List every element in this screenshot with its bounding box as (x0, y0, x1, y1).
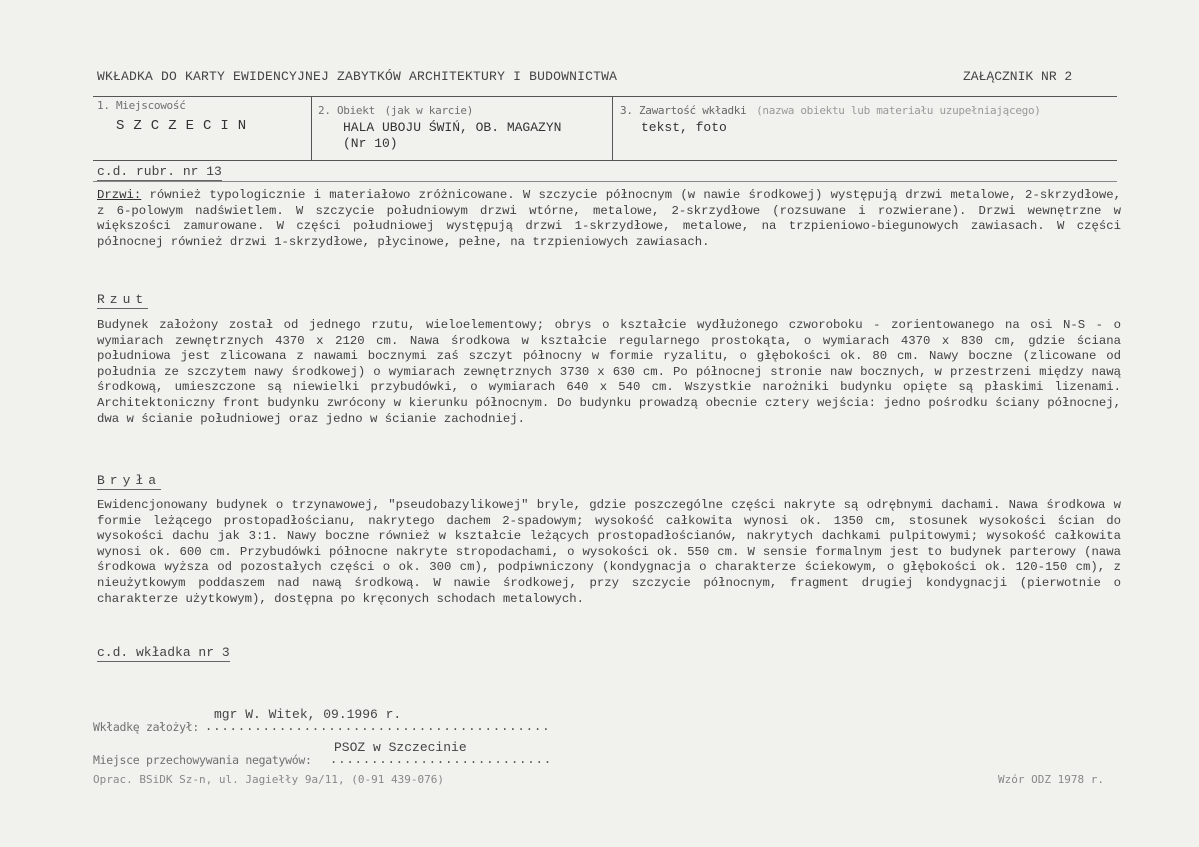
continuation-heading-bottom: c.d. wkładka nr 3 (97, 645, 230, 660)
contents-label: 3. Zawartość wkładki (620, 104, 747, 117)
doors-lead: Drzwi: (97, 188, 142, 202)
author-dots: .......................................... (205, 719, 551, 733)
plan-paragraph: Budynek założony został od jednego rzutu, wieloelementowy; obrys o kształcie wydłużonego czworoboku - zorientowanego na osi N-S - o wymiarach zewnętrznych 4370 x 2120 cm. Nawa środkowa w kształcie regularnego prostokąta, o wymiarach 4370 x 830 cm, gdzie ściana południowa jest zlicowana z nawami bocznymi zaś szczyt północny w formie ryzalitu, o głębokości ok. 80 cm. Nawy boczne (zlicowane od południa ze szczytem nawy środkowej) o wymiarach zewnętrznych 3730 x 630 cm. Po północnej stronie naw bocznych, w przestrzeni między nawą środkową, umieszczone są niewielki przybudówki, o wymiarach 640 x 540 cm. Wszystkie narożniki budynku opięte są płaskimi lizenami. Architektoniczny front budynku zwrócony w kierunku północnym. Do budynku prowadzą obecnie cztery wejścia: jedno pośrodku ściany północnej, dwa w ścianie południowej oraz jedno w ścianie zachodniej. (97, 318, 1121, 426)
object-value-line1: HALA UBOJU ŚWIŃ, OB. MAGAZYN (343, 120, 562, 135)
object-value-line2: (Nr 10) (343, 136, 398, 151)
continuation-rule (93, 181, 1117, 182)
contents-label-group (620, 99, 1041, 118)
massing-paragraph: Ewidencjonowany budynek o trzynawowej, "pseudobazylikowej" bryle, gdzie poszczególne części nakryte są odrębnymi dachami. Nawa środkowa w formie leżącego prostopadłościanu, nakrytego dachem 2-spadowym; wysokość całkowita wynosi ok. 1350 cm, stosunek wysokości ścian do wysokości dachu jak 3:1. Nawy boczne również w kształcie leżących prostopadłościanów, nakrytych dachkami pulpitowymi; wysokość całkowita wynosi ok. 600 cm. Przybudówki północne nakryte stropodachami, o wysokości ok. 550 cm. W sensie formalnym jest to budynek parterowy (nawa środkowa wyższa od pozostałych części o ok. 300 cm), podpiwniczony (kondygnacja o charakterze ściekowym, o głębokości ok. 120-150 cm), z nieużytkowym poddaszem nad nawą środkową. W nawie środkowej, przy szczycie północnym, fragment drugiej kondygnacji (pierwotnie o charakterze użytkowym), dostępna po kręconych schodach metalowych. (97, 498, 1121, 606)
location-value: SZCZECIN (116, 118, 256, 134)
printer-info: Oprac. BSiDK Sz-n, ul. Jagiełły 9a/11, (0-91 439-076) (93, 773, 444, 786)
annex-number: ZAŁĄCZNIK NR 2 (963, 69, 1073, 84)
doors-text: również typologicznie i materiałowo zróżnicowane. W szczycie północnym (w nawie środkowej) występują drzwi metalowe, 2-skrzydłowe, z 6-polowym nadświetlem. W szczycie południowym drzwi wtórne, metalowe, 2-skrzydłowe (rozsuwane i rozwierane). Drzwi wewnętrzne w większości zamurowane. W części południowej występują drzwi 1-skrzydłowe, metalowe, na trzpieniowo-biegunowych zawiasach. W części północnej również drzwi 1-skrzydłowe, płycinowe, pełne, na trzpieniowych zawiasach. (97, 188, 1121, 249)
field-box-bottom-rule (93, 160, 1117, 161)
storage-value: PSOZ w Szczecinie (334, 740, 467, 755)
storage-dots: ........................... (330, 752, 553, 766)
contents-label-note: (nazwa obiektu lub materiału uzupełniającego) (756, 104, 1041, 117)
doors-paragraph (97, 188, 1121, 250)
contents-value: tekst, foto (641, 120, 727, 135)
author-value: mgr W. Witek, 09.1996 r. (214, 707, 402, 722)
field-divider-2 (612, 96, 613, 160)
form-version: Wzór ODZ 1978 r. (998, 773, 1104, 786)
object-label-note: (jak w karcie) (384, 104, 474, 117)
document-title: WKŁADKA DO KARTY EWIDENCYJNEJ ZABYTKÓW ARCHITEKTURY I BUDOWNICTWA (97, 69, 618, 84)
field-divider-1 (311, 96, 312, 160)
author-label: Wkładkę założył: (93, 720, 199, 734)
plan-heading: Rzut (97, 292, 149, 307)
object-label-group (318, 99, 473, 118)
object-label: 2. Obiekt (318, 104, 375, 117)
field-box-top-rule (93, 96, 1117, 97)
continuation-heading-top: c.d. rubr. nr 13 (97, 164, 222, 179)
massing-heading: Bryła (97, 473, 162, 488)
location-label: 1. Miejscowość (97, 99, 186, 112)
storage-label: Miejsce przechowywania negatywów: (93, 753, 312, 767)
